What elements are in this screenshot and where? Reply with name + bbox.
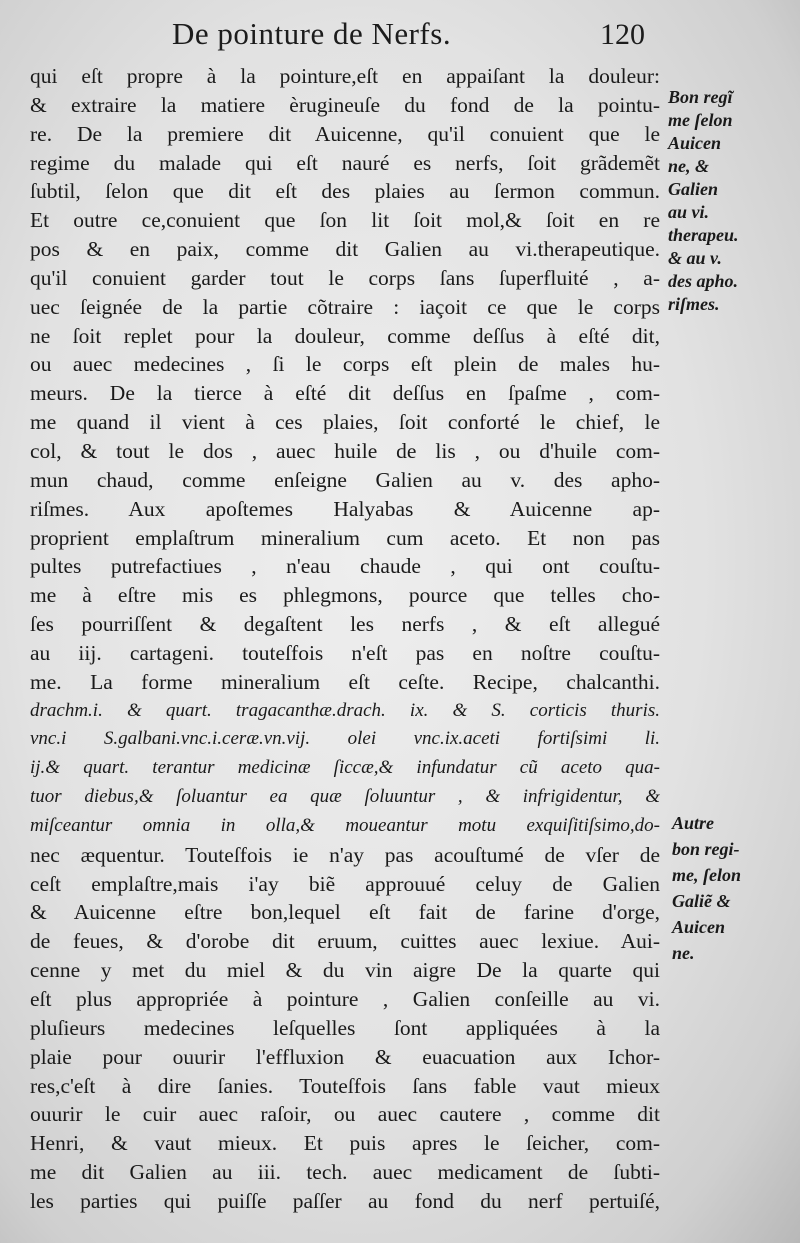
margin-note-line: des apho.	[668, 271, 739, 291]
body-line: me quand il vient à ces plaies, ſoit conforté le chief, le	[30, 410, 660, 435]
body-line: me à eſtre mis es phlegmons, pource que telles cho-	[30, 583, 660, 608]
body-line: les parties qui puiſſe paſſer au fond du nerf pertuiſé,	[30, 1188, 660, 1213]
margin-note-line: & au v.	[668, 248, 722, 268]
body-line: res,c'eſt à dire ſanies. Touteſfois ſans fable vaut mieux	[30, 1073, 660, 1098]
body-line: pos & en paix, comme dit Galien au vi.therapeutique.	[30, 237, 660, 262]
recipe-line: ij.& quart. terantur medicinæ ſiccæ,& infundatur cũ aceto qua-	[30, 757, 660, 779]
body-line: de feues, & d'orobe dit eruum, cuittes auec lexiue. Aui-	[30, 929, 660, 954]
body-line: meurs. De la tierce à eſté dit deſſus en ſpaſme , com-	[30, 381, 660, 406]
body-text-column	[30, 62, 660, 1216]
body-line: col, & tout le dos , auec huile de lis , ou d'huile com-	[30, 438, 660, 463]
margin-note-line: ne.	[672, 943, 695, 963]
body-line: & Auicenne eſtre bon,lequel eſt fait de farine d'orge,	[30, 900, 660, 925]
margin-note-line: au vi.	[668, 202, 710, 222]
body-line: ne ſoit replet pour la douleur, comme deſſus à eſté dit,	[30, 323, 660, 348]
body-line: riſmes. Aux apoſtemes Halyabas & Auicenne ap-	[30, 496, 660, 521]
body-line: ou auec medecines , ſi le corps eſt plein de males hu-	[30, 352, 660, 377]
recipe-line: tuor diebus,& ſoluantur ea quæ ſoluuntur , & infrigidentur, &	[30, 786, 660, 808]
margin-note-line: me, ſelon	[672, 865, 741, 885]
body-line: pluſieurs medecines leſquelles ſont appliquées à la	[30, 1015, 660, 1040]
margin-note-line: ne, &	[668, 156, 710, 176]
body-line: uec ſeignée de la partie cõtraire : iaçoit ce que le corps	[30, 294, 660, 319]
body-line: ouurir le cuir auec raſoir, ou auec cautere , comme dit	[30, 1102, 660, 1127]
body-line: qui eſt propre à la pointure,eſt en appaiſant la douleur:	[30, 64, 660, 88]
body-line: Henri, & vaut mieux. Et puis apres le ſeicher, com-	[30, 1131, 660, 1156]
margin-note	[672, 810, 741, 966]
body-line: & extraire la matiere èrugineuſe du fond de la pointu-	[30, 92, 660, 117]
body-line: au iij. cartageni. touteſfois n'eſt pas en noſtre couſtu-	[30, 640, 660, 665]
recipe-line: vnc.i S.galbani.vnc.i.ceræ.vn.vij. olei vnc.ix.aceti fortiſsimi li.	[30, 728, 660, 750]
margin-note-line: Bon regĩ	[668, 87, 733, 107]
margin-note-line: Galiẽ &	[672, 891, 731, 911]
body-line: ſubtil, ſelon que dit eſt des plaies au ſermon commun.	[30, 179, 660, 204]
body-line: me. La forme mineralium eſt ceſte. Recipe, chalcanthi.	[30, 669, 660, 694]
body-line: Et outre ce,conuient que ſon lit ſoit mol,& ſoit en re	[30, 208, 660, 233]
body-line: proprient emplaſtrum mineralium cum aceto. Et non pas	[30, 525, 660, 550]
recipe-line: miſceantur omnia in olla,& moueantur motu exquiſitiſsimo,do-	[30, 814, 660, 836]
margin-note-line: therapeu.	[668, 225, 739, 245]
body-line: me dit Galien au iii. tech. auec medicament de ſubti-	[30, 1160, 660, 1185]
margin-note-line: riſmes.	[668, 294, 720, 314]
body-line: plaie pour ouurir l'effluxion & euacuation aux Ichor-	[30, 1044, 660, 1069]
page-number: 120	[600, 18, 645, 51]
body-line: pultes putrefactiues , n'eau chaude , qui ont couſtu-	[30, 554, 660, 579]
body-line: qu'il conuient garder tout le corps ſans ſuperfluité , a-	[30, 265, 660, 290]
body-line: mun chaud, comme enſeigne Galien au v. des apho-	[30, 467, 660, 492]
margin-note-line: bon regi-	[672, 839, 740, 859]
margin-note-line: Auicen	[672, 917, 726, 937]
body-line: ſes pourriſſent & degaſtent les nerfs , & eſt allegué	[30, 612, 660, 637]
margin-note-line: Autre	[672, 813, 715, 833]
margin-note-line: Auicen	[668, 133, 722, 153]
margin-note	[668, 86, 739, 316]
recipe-line: drachm.i. & quart. tragacanthæ.drach. ix. & S. corticis thuris.	[30, 699, 660, 721]
body-line: eſt plus appropriée à pointure , Galien conſeille au vi.	[30, 987, 660, 1011]
body-line: regime du malade qui eſt nauré es nerfs, ſoit grãdemẽt	[30, 150, 660, 175]
body-line: re. De la premiere dit Auicenne, qu'il conuient que le	[30, 121, 660, 146]
margin-note-line: Galien	[668, 179, 719, 199]
body-line: cenne y met du miel & du vin aigre De la quarte qui	[30, 958, 660, 983]
body-line: nec æquentur. Touteſfois ie n'ay pas acouſtumé de vſer de	[30, 842, 660, 867]
body-line: ceſt emplaſtre,mais i'ay biẽ approuué celuy de Galien	[30, 871, 660, 896]
running-header-title: De pointure de Nerfs.	[172, 16, 452, 51]
margin-note-line: me ſelon	[668, 110, 733, 130]
